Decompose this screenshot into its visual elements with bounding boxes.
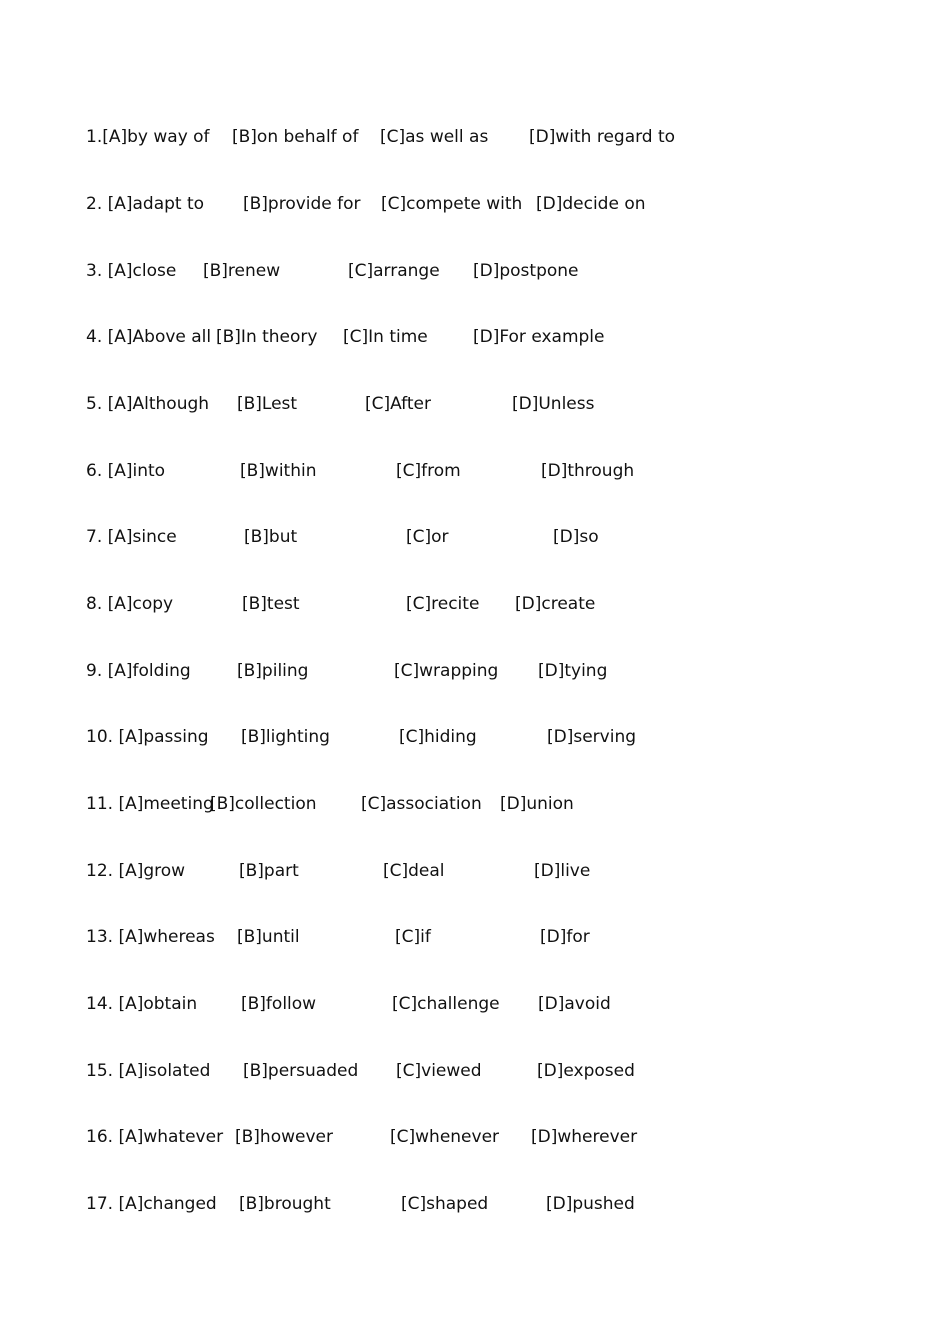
option-b: [B]collection bbox=[210, 794, 317, 814]
option-b: [B]brought bbox=[239, 1194, 331, 1214]
option-c: [C]association bbox=[361, 794, 482, 814]
option-b: [B]follow bbox=[241, 994, 317, 1014]
option-d: [D]Unless bbox=[512, 394, 595, 414]
option-c: [C]shaped bbox=[401, 1194, 489, 1214]
option-c: [C]deal bbox=[383, 861, 445, 881]
option-d: [D]through bbox=[541, 461, 635, 481]
option-c: [C]wrapping bbox=[394, 661, 499, 681]
option-b: [B]Lest bbox=[237, 394, 298, 414]
option-c: [C]In time bbox=[343, 327, 428, 347]
option-c: [C]After bbox=[365, 394, 431, 414]
question-row-13 bbox=[0, 924, 950, 950]
question-row-16 bbox=[0, 1124, 950, 1150]
question-row-4 bbox=[0, 324, 950, 350]
option-a: 9. [A]folding bbox=[86, 661, 191, 681]
question-row-10 bbox=[0, 724, 950, 750]
question-row-9 bbox=[0, 658, 950, 684]
option-b: [B]renew bbox=[203, 261, 281, 281]
option-d: [D]so bbox=[553, 527, 599, 547]
question-row-2 bbox=[0, 191, 950, 217]
question-row-17 bbox=[0, 1191, 950, 1217]
option-d: [D]tying bbox=[538, 661, 608, 681]
option-d: [D]decide on bbox=[536, 194, 646, 214]
option-a: 11. [A]meeting bbox=[86, 794, 214, 814]
question-row-14 bbox=[0, 991, 950, 1017]
option-a: 14. [A]obtain bbox=[86, 994, 198, 1014]
option-d: [D]wherever bbox=[531, 1127, 638, 1147]
option-d: [D]serving bbox=[547, 727, 637, 747]
option-b: [B]persuaded bbox=[243, 1061, 359, 1081]
question-row-8 bbox=[0, 591, 950, 617]
option-d: [D]live bbox=[534, 861, 591, 881]
option-c: [C]as well as bbox=[380, 127, 489, 147]
option-c: [C]arrange bbox=[348, 261, 440, 281]
option-a: 4. [A]Above all bbox=[86, 327, 212, 347]
question-row-3 bbox=[0, 258, 950, 284]
question-row-12 bbox=[0, 858, 950, 884]
option-a: 8. [A]copy bbox=[86, 594, 174, 614]
option-a: 12. [A]grow bbox=[86, 861, 186, 881]
option-d: [D]create bbox=[515, 594, 596, 614]
option-a: 17. [A]changed bbox=[86, 1194, 217, 1214]
question-row-15 bbox=[0, 1058, 950, 1084]
question-row-5 bbox=[0, 391, 950, 417]
option-c: [C]recite bbox=[406, 594, 480, 614]
option-c: [C]or bbox=[406, 527, 449, 547]
option-d: [D]union bbox=[500, 794, 574, 814]
question-row-7 bbox=[0, 524, 950, 550]
option-c: [C]if bbox=[395, 927, 431, 947]
option-d: [D]exposed bbox=[537, 1061, 635, 1081]
question-row-11 bbox=[0, 791, 950, 817]
option-a: 15. [A]isolated bbox=[86, 1061, 211, 1081]
option-b: [B]test bbox=[242, 594, 300, 614]
option-d: [D]with regard to bbox=[529, 127, 676, 147]
option-a: 2. [A]adapt to bbox=[86, 194, 205, 214]
option-b: [B]however bbox=[235, 1127, 333, 1147]
option-c: [C]hiding bbox=[399, 727, 477, 747]
option-b: [B]on behalf of bbox=[232, 127, 359, 147]
question-row-6 bbox=[0, 458, 950, 484]
option-c: [C]challenge bbox=[392, 994, 500, 1014]
option-a: 16. [A]whatever bbox=[86, 1127, 224, 1147]
option-a: 13. [A]whereas bbox=[86, 927, 215, 947]
option-b: [B]until bbox=[237, 927, 300, 947]
option-b: [B]part bbox=[239, 861, 299, 881]
option-a: 6. [A]into bbox=[86, 461, 166, 481]
option-a: 7. [A]since bbox=[86, 527, 177, 547]
option-b: [B]within bbox=[240, 461, 317, 481]
option-d: [D]avoid bbox=[538, 994, 611, 1014]
option-d: [D]postpone bbox=[473, 261, 579, 281]
option-d: [D]pushed bbox=[546, 1194, 635, 1214]
option-c: [C]from bbox=[396, 461, 461, 481]
option-c: [C]compete with bbox=[381, 194, 523, 214]
option-b: [B]provide for bbox=[243, 194, 361, 214]
option-c: [C]whenever bbox=[390, 1127, 500, 1147]
option-a: 3. [A]close bbox=[86, 261, 177, 281]
option-d: [D]For example bbox=[473, 327, 605, 347]
question-row-1 bbox=[0, 124, 950, 150]
option-b: [B]but bbox=[244, 527, 298, 547]
option-a: 10. [A]passing bbox=[86, 727, 209, 747]
option-b: [B]piling bbox=[237, 661, 309, 681]
option-b: [B]lighting bbox=[241, 727, 330, 747]
option-c: [C]viewed bbox=[396, 1061, 482, 1081]
option-a: 5. [A]Although bbox=[86, 394, 210, 414]
option-d: [D]for bbox=[540, 927, 590, 947]
option-a: 1.[A]by way of bbox=[86, 127, 210, 147]
option-b: [B]In theory bbox=[216, 327, 318, 347]
